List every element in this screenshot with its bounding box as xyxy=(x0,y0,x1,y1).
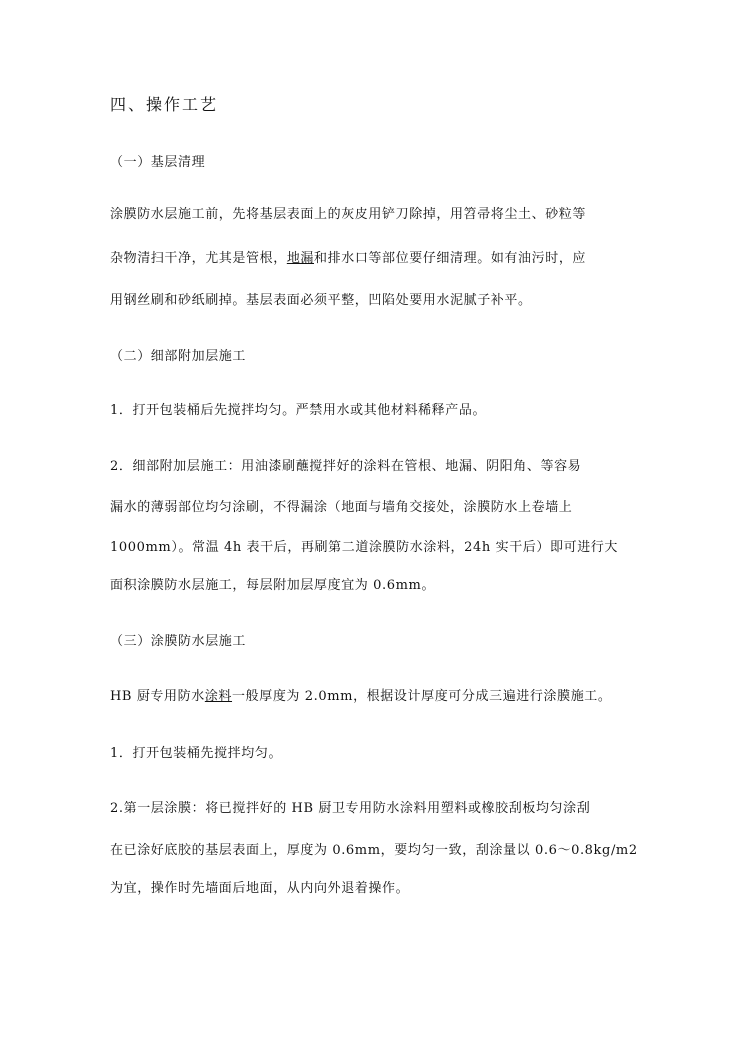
underlined-term: 涂料 xyxy=(204,689,233,704)
paragraph-line xyxy=(110,250,640,268)
underlined-term: 地漏 xyxy=(286,251,315,266)
text-run: HB 厨专用防水 xyxy=(110,689,205,704)
section-heading: 四、操作工艺 xyxy=(110,95,219,114)
paragraph-line: 用钢丝刷和砂纸刷掉。基层表面必须平整，凹陷处要用水泥腻子补平。 xyxy=(110,293,532,308)
paragraph-line xyxy=(110,688,640,706)
paragraph-line: 为宜，操作时先墙面后地面，从内向外退着操作。 xyxy=(110,881,410,896)
paragraph-line: 面积涂膜防水层施工，每层附加层厚度宜为 0.6mm。 xyxy=(110,578,436,593)
subsection-title-2: （二）细部附加层施工 xyxy=(110,349,247,364)
text-run: 和排水口等部位要仔细清理。如有油污时，应 xyxy=(314,251,587,266)
paragraph-line: 2．细部附加层施工：用油漆刷蘸搅拌好的涂料在管根、地漏、阴阳角、等容易 xyxy=(110,459,582,474)
paragraph-line: 漏水的薄弱部位均匀涂刷，不得漏涂（地面与墙角交接处，涂膜防水上卷墙上 xyxy=(110,500,573,515)
subsection-title-1: （一）基层清理 xyxy=(110,155,206,170)
paragraph-line: 涂膜防水层施工前，先将基层表面上的灰皮用铲刀除掉，用笤帚将尘土、砂粒等 xyxy=(110,207,587,222)
list-item: 1．打开包装桶后先搅拌均匀。严禁用水或其他材料稀释产品。 xyxy=(110,403,487,418)
text-run: 一般厚度为 2.0mm，根据设计厚度可分成三遍进行涂膜施工。 xyxy=(232,689,612,704)
text-run: 杂物清扫干净，尤其是管根， xyxy=(110,251,287,266)
list-item: 1．打开包装桶先搅拌均匀。 xyxy=(110,746,283,761)
paragraph-line: 1000mm）。常温 4h 表干后，再刷第二道涂膜防水涂料，24h 实干后）即可进行大 xyxy=(110,540,618,555)
subsection-title-3: （三）涂膜防水层施工 xyxy=(110,634,247,649)
paragraph-line: 2.第一层涂膜：将已搅拌好的 HB 厨卫专用防水涂料用塑料或橡胶刮板均匀涂刮 xyxy=(110,801,591,816)
paragraph-line: 在已涂好底胶的基层表面上，厚度为 0.6mm，要均匀一致，刮涂量以 0.6～0.8kg/m2 xyxy=(110,843,638,858)
